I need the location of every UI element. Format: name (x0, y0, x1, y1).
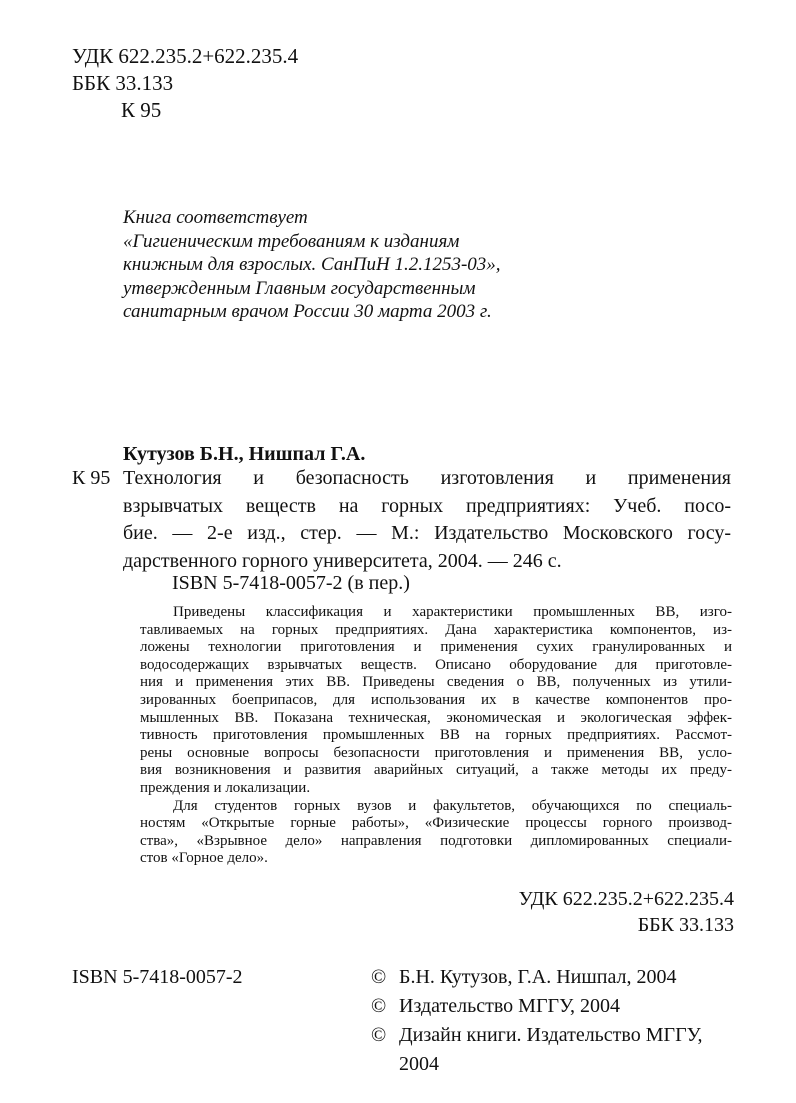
abstract-line: ностям «Открытые горные работы», «Физические процессы горного производ- (140, 815, 732, 832)
abstract-line: мышленных ВВ. Показана техническая, экономическая и экологическая эффек- (140, 709, 732, 726)
copyright-text: Издательство МГГУ, 2004 (399, 995, 620, 1017)
copyright-line (371, 1021, 703, 1050)
notice-line: санитарным врачом России 30 марта 2003 г. (123, 301, 492, 322)
abstract-line: ложены технологии приготовления и применения сухих гранулированных и (140, 639, 732, 656)
bib-line: дарственного горного университета, 2004. — 246 с. (123, 549, 562, 572)
book-authors: Кутузов Б.Н., Нишпал Г.А. (123, 443, 366, 465)
abstract-line: тавливаемых на горных предприятиях. Дана характеристика компонентов, из- (140, 621, 732, 638)
udk-code: УДК 622.235.2+622.235.4 (72, 44, 299, 68)
bib-line: взрывчатых веществ на горных предприятиях: Учеб. посо- (123, 494, 731, 517)
abstract-line: Для студентов горных вузов и факультетов, обучающихся по специаль- (173, 797, 732, 814)
notice-line: «Гигиеническим требованиям к изданиям (123, 230, 460, 252)
abstract-line: водосодержащих взрывчатых веществ. Описано оборудование для приготовле- (140, 656, 732, 673)
abstract-line: тивность приготовления промышленных ВВ на горных предприятиях. Рассмот- (140, 727, 732, 744)
copyright-text: Б.Н. Кутузов, Г.А. Нишпал, 2004 (399, 966, 677, 988)
abstract-line: ния и применения этих ВВ. Приведены сведения о ВВ, полученных из утили- (140, 674, 732, 691)
notice-line: книжным для взрослых. СанПиН 1.2.1253-03», (123, 254, 501, 275)
copyright-icon: © (371, 1024, 387, 1046)
bib-line: Технология и безопасность изготовления и применения (123, 467, 731, 489)
copyright-block (371, 963, 703, 1079)
bbk-code: ББК 33.133 (72, 71, 174, 95)
copyright-icon: © (371, 995, 387, 1017)
classification-codes (519, 886, 734, 938)
abstract-line: рены основные вопросы безопасности приготовления и применения ВВ, усло- (140, 744, 732, 761)
abstract-line: ства», «Взрывное дело» направления подготовки дипломированных специали- (140, 832, 732, 849)
copyright-text: Дизайн книги. Издательство МГГУ, (399, 1024, 703, 1046)
copyright-line (371, 963, 703, 992)
abstract (140, 604, 732, 868)
bbk-code: ББК 33.133 (637, 914, 734, 936)
bib-line: бие. — 2-е изд., стер. — М.: Издательство Московского госу- (123, 522, 731, 544)
copyright-year: 2004 (399, 1053, 439, 1075)
abstract-line: стов «Горное дело». (140, 850, 268, 867)
author-sign: К 95 (121, 98, 162, 122)
sanitary-notice (123, 206, 501, 324)
footer-isbn: ISBN 5-7418-0057-2 (72, 966, 243, 988)
notice-line: утвержденным Главным государственным (123, 277, 476, 299)
bib-author-sign: К 95 (72, 467, 111, 489)
copyright-icon: © (371, 966, 387, 988)
abstract-line: зированных боеприпасов, для использования их в качестве компонентов про- (140, 691, 732, 708)
abstract-line: Приведены классификация и характеристики промышленных ВВ, изго- (173, 604, 732, 620)
udk-code: УДК 622.235.2+622.235.4 (518, 888, 734, 910)
abstract-line: преждения и локализации. (140, 779, 311, 796)
copyright-line (371, 992, 703, 1021)
bib-isbn: ISBN 5-7418-0057-2 (в пер.) (172, 572, 410, 594)
copyright-line (371, 1050, 703, 1079)
notice-line: Книга соответствует (123, 207, 308, 228)
header-codes (72, 43, 298, 124)
abstract-line: вия возникновения и развития аварийных ситуаций, а также методы их преду- (140, 762, 732, 779)
bibliographic-description (123, 465, 731, 575)
